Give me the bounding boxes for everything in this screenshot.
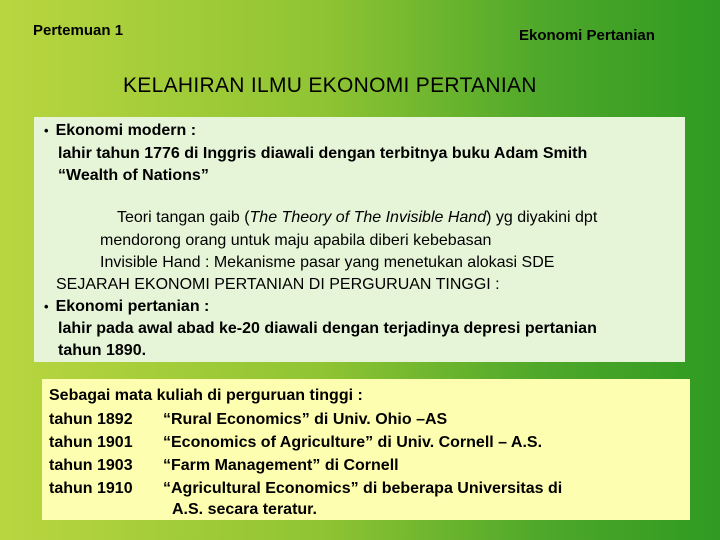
bullet-agricultural-economics <box>44 296 209 319</box>
section-heading: SEJARAH EKONOMI PERTANIAN DI PERGURUAN TINGGI : <box>56 276 500 293</box>
bullet-icon: • <box>44 123 49 138</box>
invisible-hand-line <box>117 207 597 230</box>
content-box-history <box>34 117 685 362</box>
text-line: Invisible Hand : Mekanisme pasar yang menetukan alokasi SDE <box>100 254 555 271</box>
text-segment: ) yg diyakini dpt <box>486 209 598 226</box>
course-year: tahun 1910 <box>49 480 133 497</box>
course-name: “Farm Management” di Cornell <box>163 457 399 474</box>
meeting-label: Pertemuan 1 <box>33 22 124 39</box>
bullet-modern-economics <box>44 120 196 143</box>
course-year: tahun 1903 <box>49 457 133 474</box>
course-name: “Rural Economics” di Univ. Ohio –AS <box>163 411 448 428</box>
book-title-italic: The Theory of The Invisible Hand <box>249 209 487 226</box>
course-year: tahun 1892 <box>49 411 133 428</box>
course-label: Ekonomi Pertanian <box>519 27 655 44</box>
course-name-continued: A.S. secara teratur. <box>172 501 317 518</box>
course-name: “Economics of Agriculture” di Univ. Cornell – A.S. <box>163 434 543 451</box>
bullet-heading: Ekonomi pertanian : <box>55 298 210 315</box>
course-year: tahun 1901 <box>49 434 133 451</box>
content-box-courses <box>42 379 690 520</box>
course-name: “Agricultural Economics” di beberapa Universitas di <box>163 480 563 497</box>
text-line: lahir tahun 1776 di Inggris diawali dengan terbitnya buku Adam Smith <box>58 145 588 162</box>
text-line: tahun 1890. <box>58 342 147 359</box>
slide-title: KELAHIRAN ILMU EKONOMI PERTANIAN <box>123 74 537 97</box>
bullet-icon: • <box>44 299 49 314</box>
text-line: “Wealth of Nations” <box>58 167 209 184</box>
text-segment: Teori tangan gaib ( <box>117 209 250 226</box>
text-line: lahir pada awal abad ke-20 diawali dengan terjadinya depresi pertanian <box>58 320 597 337</box>
courses-intro: Sebagai mata kuliah di perguruan tinggi : <box>49 387 363 404</box>
bullet-heading: Ekonomi modern : <box>55 122 197 139</box>
text-line: mendorong orang untuk maju apabila diberi kebebasan <box>100 232 492 249</box>
